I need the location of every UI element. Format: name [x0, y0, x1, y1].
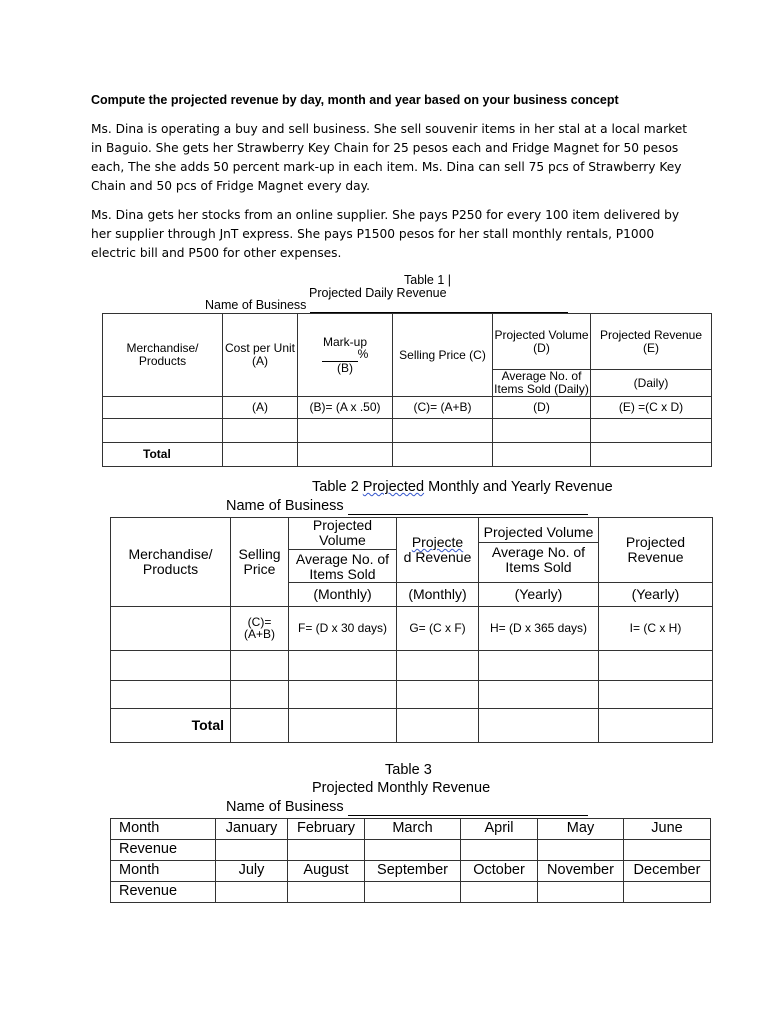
table-cell[interactable]: [591, 443, 712, 467]
t1-markup-label: Mark-up: [322, 334, 367, 349]
t3-month: September: [365, 861, 461, 882]
t1-formula-e: (E) =(C x D): [591, 397, 712, 419]
table-cell[interactable]: [289, 650, 397, 680]
t2-vol-m-average: Average No. of Items Sold: [289, 549, 396, 581]
table-cell[interactable]: [223, 419, 298, 443]
t3-month: March: [365, 819, 461, 840]
table2-name-label: Name of Business: [226, 498, 344, 514]
t3-month-label: Month: [111, 861, 216, 882]
t2-header-yearly-rev: (Yearly): [599, 582, 713, 606]
table-cell[interactable]: [493, 443, 591, 467]
table1-title: Projected Daily Revenue: [309, 286, 447, 300]
t3-month: May: [538, 819, 624, 840]
t2-header-merchandise: Merchandise/ Products: [111, 518, 231, 607]
table2-name-blank: [348, 498, 588, 515]
t3-month: January: [216, 819, 288, 840]
table-cell[interactable]: [288, 882, 365, 903]
table3-name-label: Name of Business: [226, 799, 344, 815]
t2-vol-m-label: Projected Volume: [312, 517, 373, 548]
table-cell[interactable]: [365, 840, 461, 861]
table-cell[interactable]: [288, 840, 365, 861]
table-cell[interactable]: [393, 419, 493, 443]
t3-month-label: Month: [111, 819, 216, 840]
instructions-heading: Compute the projected revenue by day, month and year based on your business concept: [91, 93, 619, 107]
t2-formula-f: F= (D x 30 days): [289, 606, 397, 650]
t2-header-selling-price: Selling Price: [231, 518, 289, 607]
scenario-paragraph-1: Ms. Dina is operating a buy and sell business. She sell souvenir items in her stal at a local market in Baguio. She gets her Strawberry Key Chain for 25 pesos each and Fridge Magnet for 50 pesos each, The she adds 50 percent mark-up in each item. Ms. Dina can sell 75 pcs of Strawberry Key Chain and 50 pcs of Fridge Magnet every day.: [91, 122, 688, 193]
table-cell[interactable]: [231, 708, 289, 742]
t3-month: October: [461, 861, 538, 882]
table-cell[interactable]: [216, 840, 288, 861]
table-cell[interactable]: [298, 419, 393, 443]
table-cell[interactable]: [599, 650, 713, 680]
t2-formula-h: H= (D x 365 days): [479, 606, 599, 650]
table3-name-blank: [348, 799, 588, 816]
table3-business-name-line: [226, 799, 588, 816]
t2-formula-blank: [111, 606, 231, 650]
table2-title-rest: Monthly and Yearly Revenue: [428, 479, 613, 495]
t2-header-monthly-rev: (Monthly): [397, 582, 479, 606]
t2-vol-y-label: Projected Volume: [483, 524, 594, 541]
table-cell[interactable]: [231, 680, 289, 708]
t3-month: August: [288, 861, 365, 882]
t2-formula-g: G= (C x F): [397, 606, 479, 650]
t1-header-markup: [298, 314, 393, 397]
table-cell[interactable]: [538, 882, 624, 903]
t1-header-cost: Cost per Unit (A): [223, 314, 298, 397]
t2-formula-i: I= (C x H): [599, 606, 713, 650]
table1-business-name-line: [205, 298, 568, 313]
t1-total-label: Total: [103, 443, 223, 467]
table-cell[interactable]: [289, 680, 397, 708]
table-cell[interactable]: [479, 680, 599, 708]
table2-title-word: Projected: [362, 479, 425, 495]
t2-rev-m-word: Projecte: [411, 534, 464, 551]
table-cell[interactable]: [624, 840, 711, 861]
t1-markup-percent: %: [298, 348, 392, 362]
table-cell[interactable]: [223, 443, 298, 467]
table-cell[interactable]: [461, 840, 538, 861]
t1-formula-c: (C)= (A+B): [393, 397, 493, 419]
t3-month: December: [624, 861, 711, 882]
table-cell[interactable]: [103, 419, 223, 443]
table-cell[interactable]: [397, 708, 479, 742]
t3-month: July: [216, 861, 288, 882]
table-cell[interactable]: [493, 419, 591, 443]
t3-month: April: [461, 819, 538, 840]
table-cell[interactable]: [216, 882, 288, 903]
table1-name-label: Name of Business: [205, 298, 307, 312]
t2-header-monthly-vol: (Monthly): [289, 582, 397, 606]
t1-formula-b: (B)= (A x .50): [298, 397, 393, 419]
table-cell[interactable]: [599, 680, 713, 708]
table-cell[interactable]: [591, 419, 712, 443]
table2-business-name-line: [226, 498, 588, 515]
table2-title: [312, 479, 613, 495]
projected-monthly-revenue-table: [110, 818, 711, 903]
t3-revenue-label: Revenue: [111, 840, 216, 861]
t1-markup-b: (B): [337, 360, 353, 375]
table-cell[interactable]: [624, 882, 711, 903]
table1-name-blank: [310, 298, 568, 313]
t2-formula-c: (C)= (A+B): [231, 606, 289, 650]
t2-header-volume-yearly: [479, 518, 599, 583]
table-cell[interactable]: [231, 650, 289, 680]
t3-revenue-label: Revenue: [111, 882, 216, 903]
t1-header-average-sold: Average No. of Items Sold (Daily): [494, 369, 589, 396]
t2-header-yearly-vol: (Yearly): [479, 582, 599, 606]
projected-daily-revenue-table: [102, 313, 712, 467]
t1-header-selling-price: Selling Price (C): [393, 314, 493, 397]
t1-header-merchandise: Merchandise/ Products: [103, 314, 223, 397]
table-cell[interactable]: [397, 680, 479, 708]
table-cell[interactable]: [538, 840, 624, 861]
table-cell[interactable]: [298, 443, 393, 467]
table-cell[interactable]: [111, 680, 231, 708]
table-cell[interactable]: [365, 882, 461, 903]
table3-label: Table 3: [385, 762, 432, 778]
t1-formula-blank: [103, 397, 223, 419]
table-cell[interactable]: [289, 708, 397, 742]
table-cell[interactable]: [111, 650, 231, 680]
table-cell[interactable]: [397, 650, 479, 680]
table-cell[interactable]: [393, 443, 493, 467]
table3-title: Projected Monthly Revenue: [312, 780, 491, 796]
t3-month: February: [288, 819, 365, 840]
table-cell[interactable]: [599, 708, 713, 742]
table-cell[interactable]: [479, 650, 599, 680]
t2-header-revenue-monthly: [397, 518, 479, 583]
t1-formula-d: (D): [493, 397, 591, 419]
t1-formula-a: (A): [223, 397, 298, 419]
t2-header-volume-monthly: [289, 518, 397, 583]
projected-monthly-yearly-revenue-table: [110, 517, 713, 743]
t3-month: June: [624, 819, 711, 840]
t1-header-volume: Projected Volume (D): [493, 314, 591, 370]
t2-vol-y-average: Average No. of Items Sold: [479, 542, 598, 574]
t2-rev-m-rest: d Revenue: [403, 548, 472, 565]
t2-header-revenue-yearly: Projected Revenue: [599, 518, 713, 583]
table-cell[interactable]: [461, 882, 538, 903]
t1-header-revenue: Projected Revenue (E): [591, 314, 712, 370]
scenario-paragraph-2: Ms. Dina gets her stocks from an online supplier. She pays P250 for every 100 item delivered by her supplier through JnT express. She pays P1500 pesos for her stall monthly rentals, P1000 electric bill and P500 for other expenses.: [91, 208, 680, 260]
table1-label: Table 1 |: [404, 273, 452, 287]
t1-header-daily: (Daily): [591, 370, 712, 397]
t3-month: November: [538, 861, 624, 882]
table-cell[interactable]: [479, 708, 599, 742]
t2-total-label: Total: [111, 708, 231, 742]
table2-label: Table 2: [312, 479, 359, 495]
